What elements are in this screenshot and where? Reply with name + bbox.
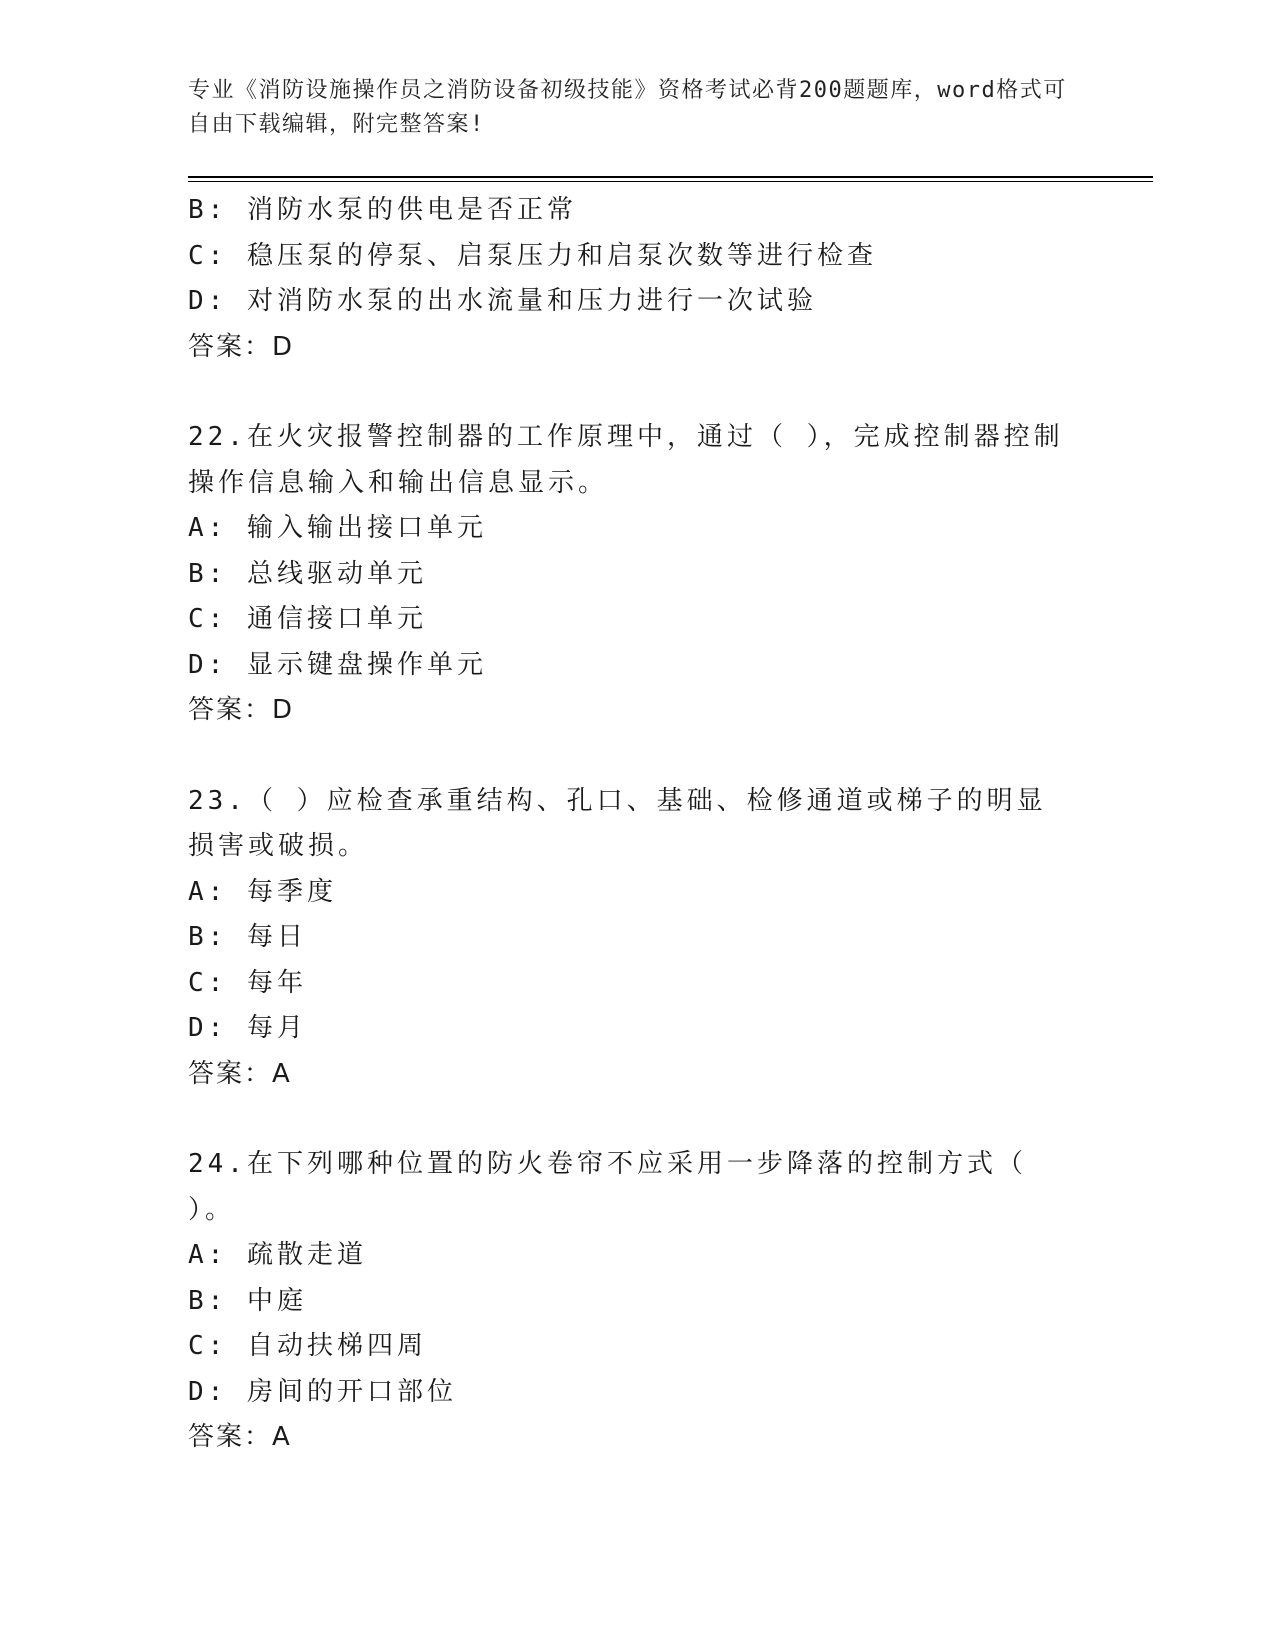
- option-line: B: 每日: [188, 922, 307, 952]
- document-header: 专业《消防设施操作员之消防设备初级技能》资格考试必背200题题库，word格式可自由下载编辑，附完整答案!: [188, 78, 1067, 137]
- question-content: [188, 188, 1088, 1461]
- option-line: C: 通信接口单元: [188, 604, 427, 634]
- option-line: B: 总线驱动单元: [188, 558, 427, 589]
- option-line: A: 每季度: [188, 876, 337, 907]
- answer-line: 答案：D: [188, 695, 295, 725]
- option-line: D: 房间的开口部位: [188, 1376, 457, 1407]
- question-stem: 23.（ ）应检查承重结构、孔口、基础、检修通道或梯子的明显损害或破损。: [188, 785, 1047, 861]
- option-line: B: 消防水泵的供电是否正常: [188, 195, 577, 225]
- answer-line: 答案：A: [188, 1058, 292, 1089]
- answer-line: 答案：D: [188, 331, 295, 362]
- header-divider-thin: [188, 181, 1153, 182]
- option-line: D: 每月: [188, 1013, 307, 1043]
- option-line: C: 自动扶梯四周: [188, 1331, 427, 1361]
- option-line: A: 疏散走道: [188, 1240, 367, 1270]
- option-line: A: 输入输出接口单元: [188, 513, 487, 543]
- option-line: C: 稳压泵的停泵、启泵压力和启泵次数等进行检查: [188, 240, 877, 271]
- option-line: D: 对消防水泵的出水流量和压力进行一次试验: [188, 286, 817, 316]
- question-stem: 22.在火灾报警控制器的工作原理中，通过（ ），完成控制器控制操作信息输入和输出信息显示。: [188, 422, 1064, 498]
- question-stem: 24.在下列哪种位置的防火卷帘不应采用一步降落的控制方式（ ）。: [188, 1149, 1027, 1225]
- option-line: C: 每年: [188, 967, 307, 998]
- option-line: D: 显示键盘操作单元: [188, 649, 487, 680]
- header-divider-thick: [188, 176, 1153, 178]
- option-line: B: 中庭: [188, 1285, 307, 1316]
- answer-line: 答案：A: [188, 1422, 292, 1452]
